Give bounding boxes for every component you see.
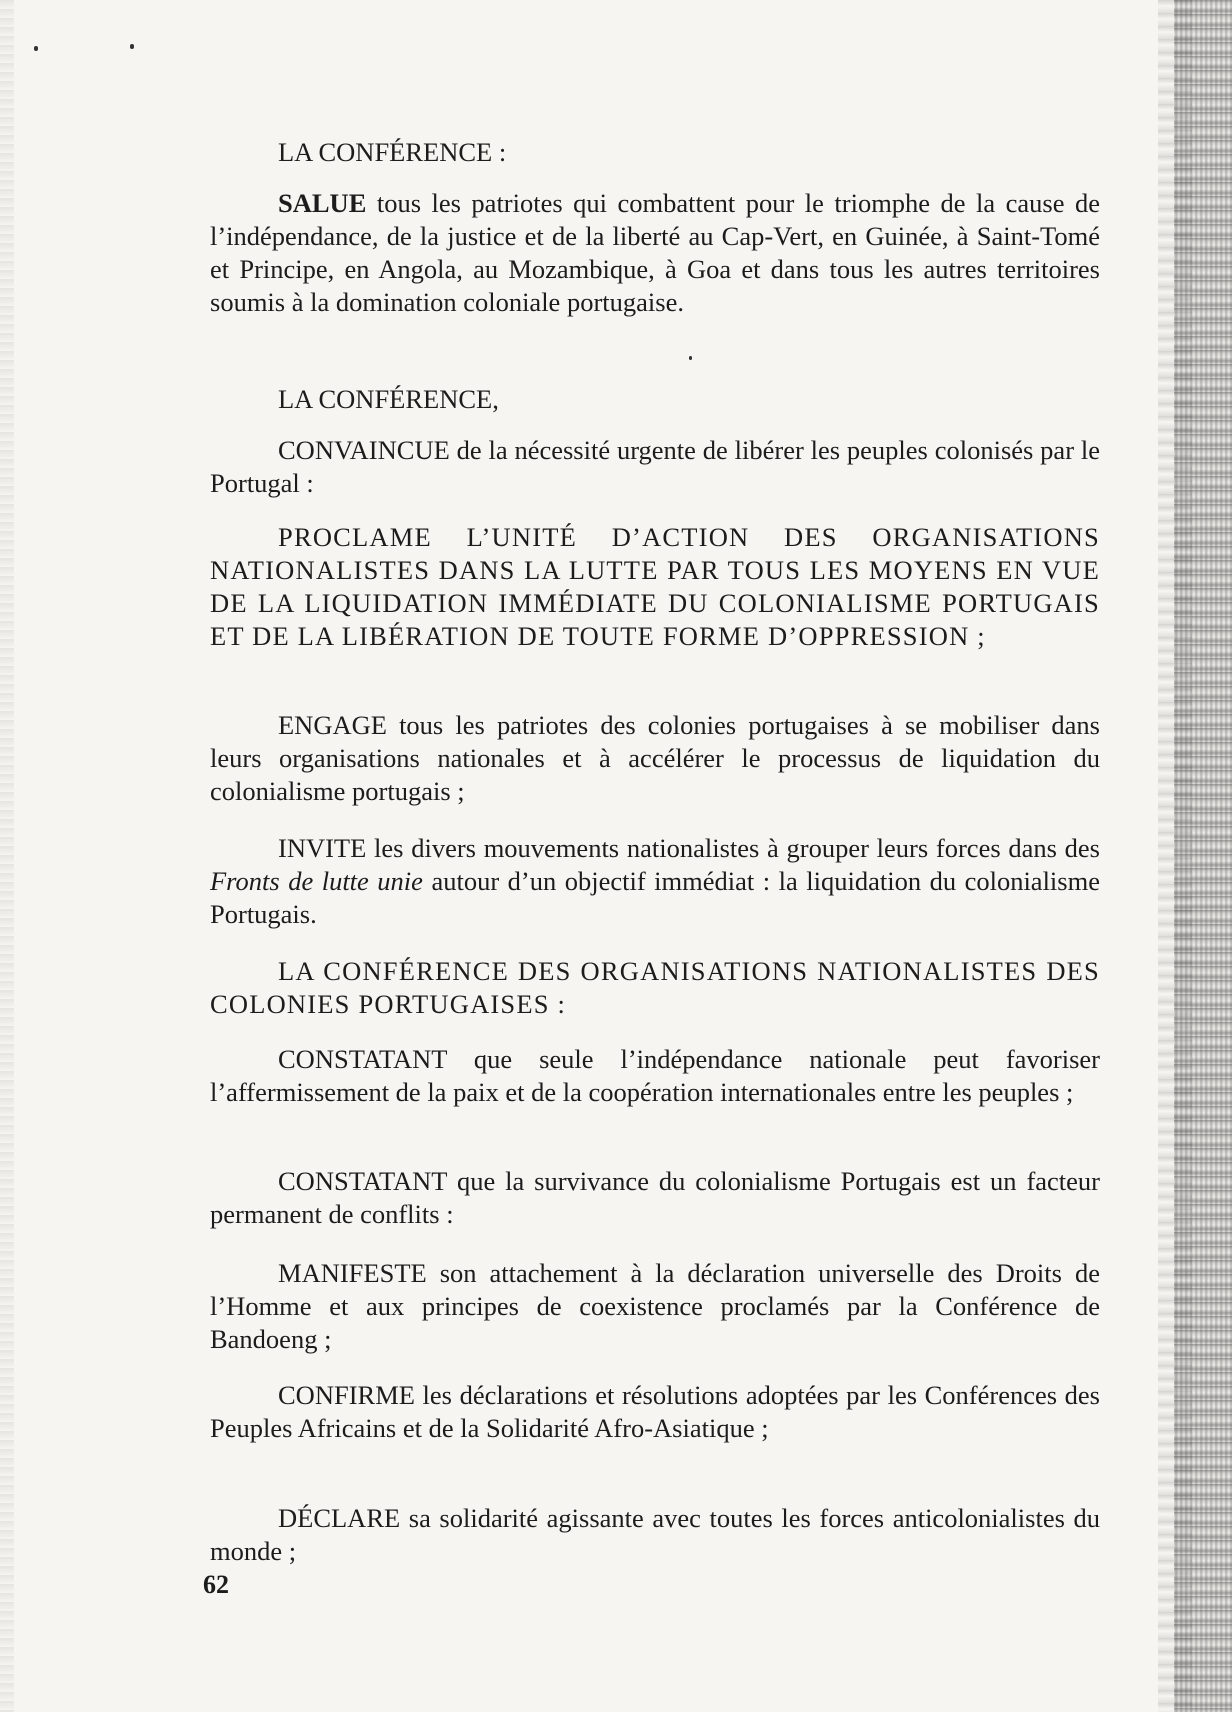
right-edge-scan-noise	[1174, 0, 1232, 1712]
lead-word: CONFIRME	[278, 1380, 415, 1410]
paragraph-text: les déclarations et résolutions adoptées par les Conférences des Peuples Africains et de la Solidarité Afro-Asiatique ;	[210, 1380, 1100, 1443]
paragraph-text: de la nécessité urgente de libérer les peuples colonisés par le Portugal :	[210, 435, 1100, 498]
paragraph-confirme	[210, 1379, 1100, 1445]
paragraph-text: les divers mouvements nationalistes à grouper leurs forces dans des	[366, 833, 1100, 863]
lead-word: ENGAGE	[278, 710, 387, 740]
heading-la-conference: LA CONFÉRENCE :	[278, 137, 507, 167]
lead-word: DÉCLARE	[278, 1503, 401, 1533]
lead-word: INVITE	[278, 833, 367, 863]
lead-word: SALUE	[278, 188, 367, 218]
italic-text: Fronts de lutte unie	[210, 866, 423, 896]
scan-speck	[34, 46, 38, 51]
scan-speck	[130, 44, 134, 49]
paragraph-text: que seule l’indépendance nationale peut favoriser l’affermissement de la paix et de la coopération internationales entre les peuples ;	[210, 1044, 1100, 1107]
heading-la-conference-2: LA CONFÉRENCE,	[278, 384, 499, 414]
lead-word: MANIFESTE	[278, 1258, 427, 1288]
paragraph-proclame: PROCLAME L’UNITÉ D’ACTION DES ORGANISATIONS NATIONALISTES DANS LA LUTTE PAR TOUS LES MOYENS EN VUE DE LA LIQUIDATION IMMÉDIATE DU COLONIALISME PORTUGAIS ET DE LA LIBÉRATION DE TOUTE FORME D’OPPRESSION ;	[210, 522, 1100, 651]
paragraph-invite	[210, 832, 1100, 931]
paragraph-constatant-2	[210, 1165, 1100, 1231]
paragraph-convaincue	[210, 434, 1100, 500]
lead-word: CONVAINCUE	[278, 435, 450, 465]
left-edge-shadow	[0, 0, 14, 1712]
paragraph-text: autour d’un objectif immédiat : la liquidation du colonialisme Portugais.	[210, 866, 1100, 929]
page-number: 62	[203, 1570, 229, 1599]
paragraph-declare	[210, 1502, 1100, 1568]
lead-word: CONSTATANT	[278, 1166, 448, 1196]
lead-word: CONSTATANT	[278, 1044, 448, 1074]
scan-speck	[689, 356, 692, 360]
paragraph-engage	[210, 709, 1100, 808]
paragraph-conference-organisations: LA CONFÉRENCE DES ORGANISATIONS NATIONALISTES DES COLONIES PORTUGAISES :	[210, 956, 1100, 1019]
paragraph-text: tous les patriotes qui combattent pour le triomphe de la cause de l’indépendance, de la justice et de la liberté au Cap-Vert, en Guinée, à Saint-Tomé et Principe, en Angola, au Mozambique, à Goa et dans tous les autres territoires soumis à la domination coloniale portugaise.	[210, 188, 1100, 317]
paragraph-text: tous les patriotes des colonies portugaises à se mobiliser dans leurs organisations nationales et à accélérer le processus de liquidation du colonialisme portugais ;	[210, 710, 1100, 806]
paragraph-constatant-1	[210, 1043, 1100, 1109]
paragraph-text: son attachement à la déclaration universelle des Droits de l’Homme et aux principes de coexistence proclamés par la Conférence de Bandoeng ;	[210, 1258, 1100, 1354]
paragraph-text: sa solidarité agissante avec toutes les forces anticolonialistes du monde ;	[210, 1503, 1100, 1566]
paragraph-text: que la survivance du colonialisme Portugais est un facteur permanent de conflits :	[210, 1166, 1100, 1229]
paragraph-salue	[210, 187, 1100, 319]
paragraph-manifeste	[210, 1257, 1100, 1356]
